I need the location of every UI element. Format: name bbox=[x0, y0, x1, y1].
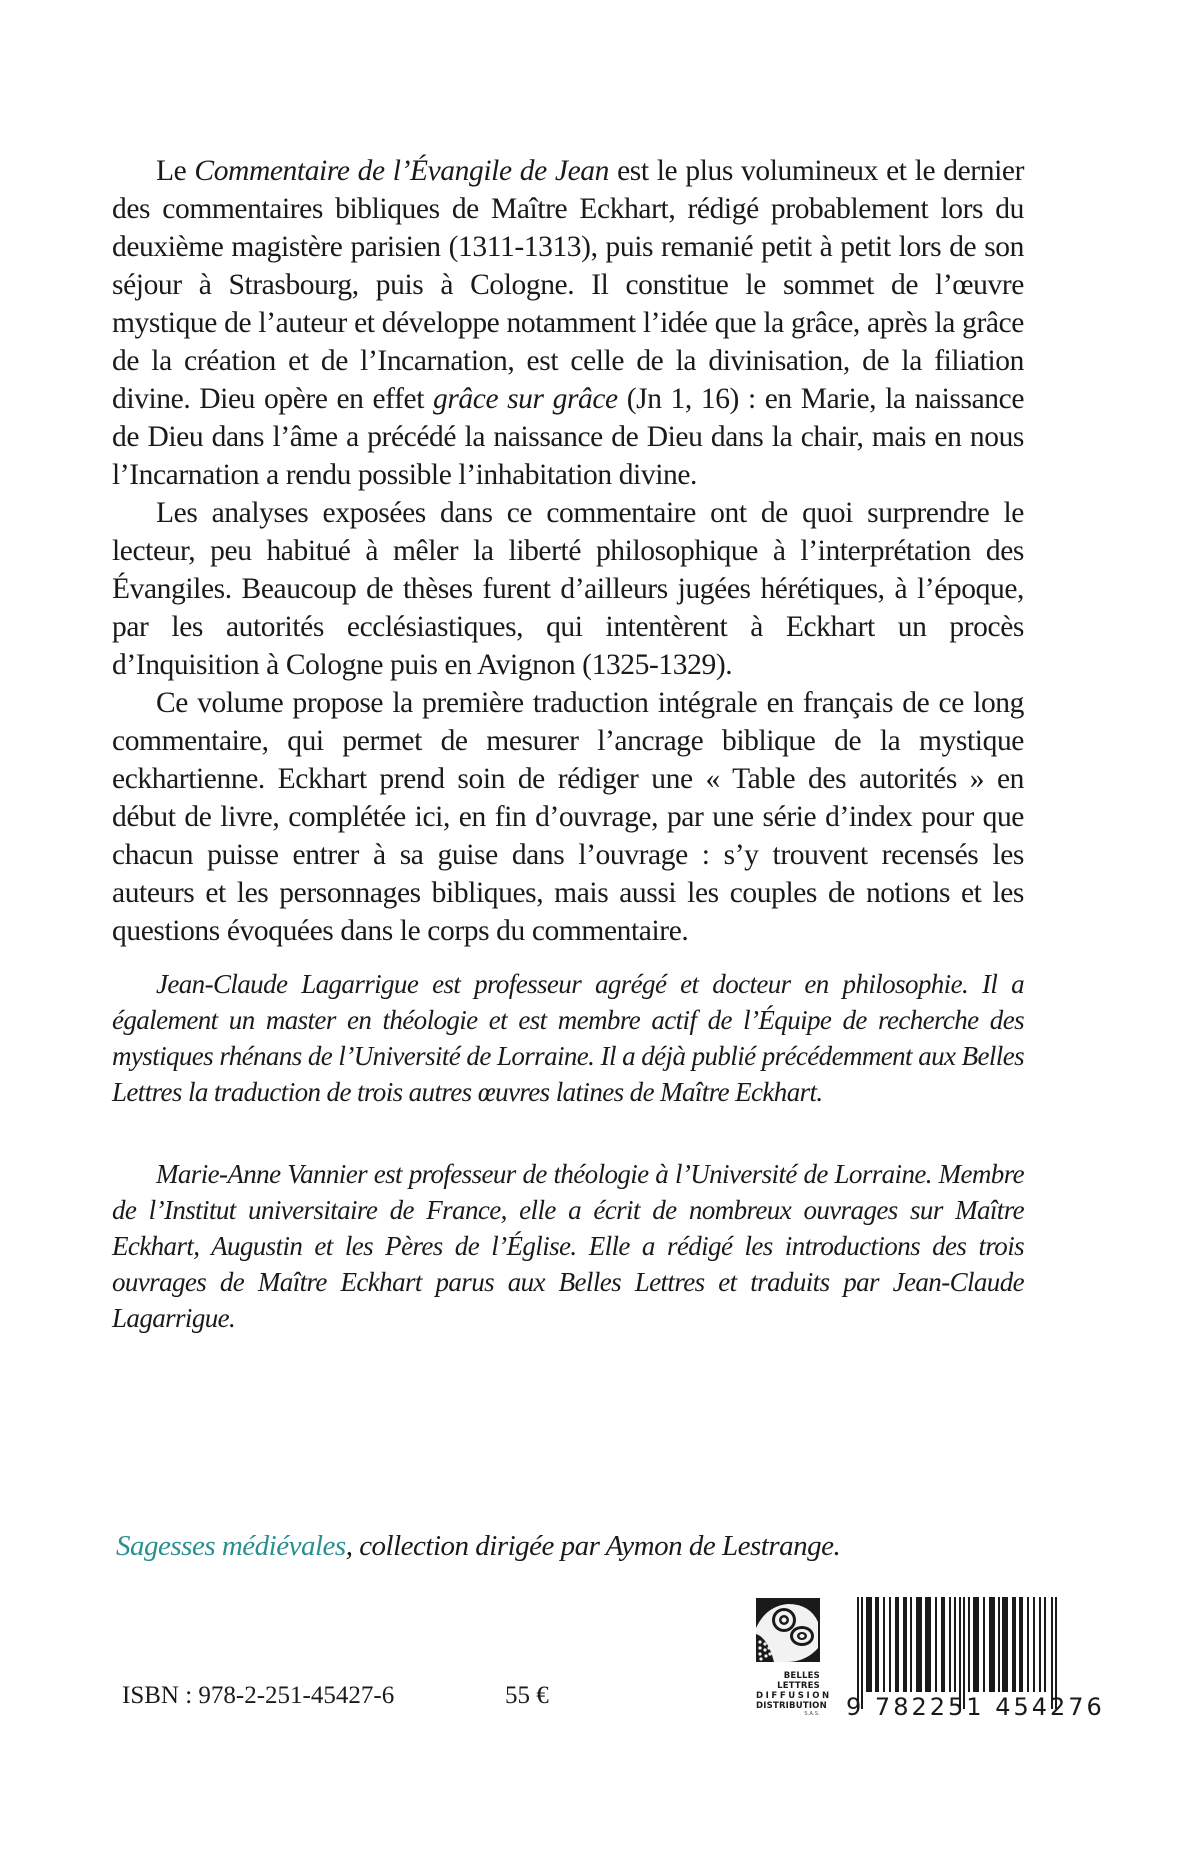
publisher-logo bbox=[756, 1598, 832, 1718]
isbn: ISBN : 978-2-251-45427-6 bbox=[122, 1682, 395, 1709]
description-paragraph-1: Le Commentaire de l’Évangile de Jean est le plus volumineux et le dernier des commentaires bibliques de Maître Eckhart, rédigé probablement lors du deuxième magistère parisien (1311-1313), puis remanié petit à petit lors de son séjour à Strasbourg, puis à Cologne. Il constitue le sommet de l’œuvre mystique de l’auteur et développe notamment l’idée que la grâce, après la grâce de la création et de l’Incarnation, est celle de la divinisation, de la filiation divine. Dieu opère en effet grâce sur grâce (Jn 1, 16) : en Marie, la naissance de Dieu dans l’âme a précédé la naissance de Dieu dans la chair, mais en nous l’Incarnation a rendu possible l’inhabitation divine. bbox=[112, 155, 1025, 491]
series-name: Sagesses médiévales bbox=[116, 1530, 346, 1562]
barcode-number: 9 782251 454276 bbox=[846, 1693, 1105, 1721]
price: 55 € bbox=[505, 1682, 549, 1709]
publisher-name: BELLES LETTRES DIFFUSION DISTRIBUTION S.A.S. bbox=[756, 1671, 832, 1717]
collection-note: Sagesses médiévales, collection dirigée par Aymon de Lestrange. bbox=[116, 1530, 841, 1562]
quoted-phrase: grâce sur grâce bbox=[432, 383, 618, 415]
owl-logo-icon bbox=[756, 1598, 820, 1662]
translator-bio: Jean-Claude Lagarrigue est professeur agrégé et docteur en philosophie. Il a également un master en théologie et est membre actif de l’Équipe de recherche des mystiques rhénans de l’Université de Lorraine. Il a déjà publié précédemment aux Belles Lettres la traduction de trois autres œuvres latines de Maître Eckhart. bbox=[112, 969, 1024, 1107]
book-title: Commentaire de l’Évangile de Jean bbox=[194, 155, 609, 187]
description-paragraph-3: Ce volume propose la première traduction intégrale en français de ce long commentaire, qui permet de mesurer l’ancrage biblique de la mystique eckhartienne. Eckhart prend soin de rédiger une « Table des autorités » en début de livre, complétée ici, en fin d’ouvrage, par une série d’index pour que chacun puisse entrer à sa guise dans l’ouvrage : s’y trouvent recensés les auteurs et les personnages bibliques, mais aussi les couples de notions et les questions évoquées dans le corps du commentaire. bbox=[112, 687, 1024, 947]
introducer-bio: Marie-Anne Vannier est professeur de théologie à l’Université de Lorraine. Membre de l’Institut universitaire de France, elle a écrit de nombreux ouvrages sur Maître Eckhart, Augustin et les Pères de l’Église. Elle a rédigé les introductions des trois ouvrages de Maître Eckhart parus aux Belles Lettres et traduits par Jean-Claude Lagarrigue. bbox=[112, 1159, 1024, 1333]
back-cover-description bbox=[112, 152, 1024, 950]
description-paragraph-2: Les analyses exposées dans ce commentaire ont de quoi surprendre le lecteur, peu habitué à mêler la liberté philosophique à l’interprétation des Évangiles. Beaucoup de thèses furent d’ailleurs jugées hérétiques, à l’époque, par les autorités ecclésiastiques, qui intentèrent à Eckhart un procès d’Inquisition à Cologne puis en Avignon (1325-1329). bbox=[112, 497, 1024, 681]
